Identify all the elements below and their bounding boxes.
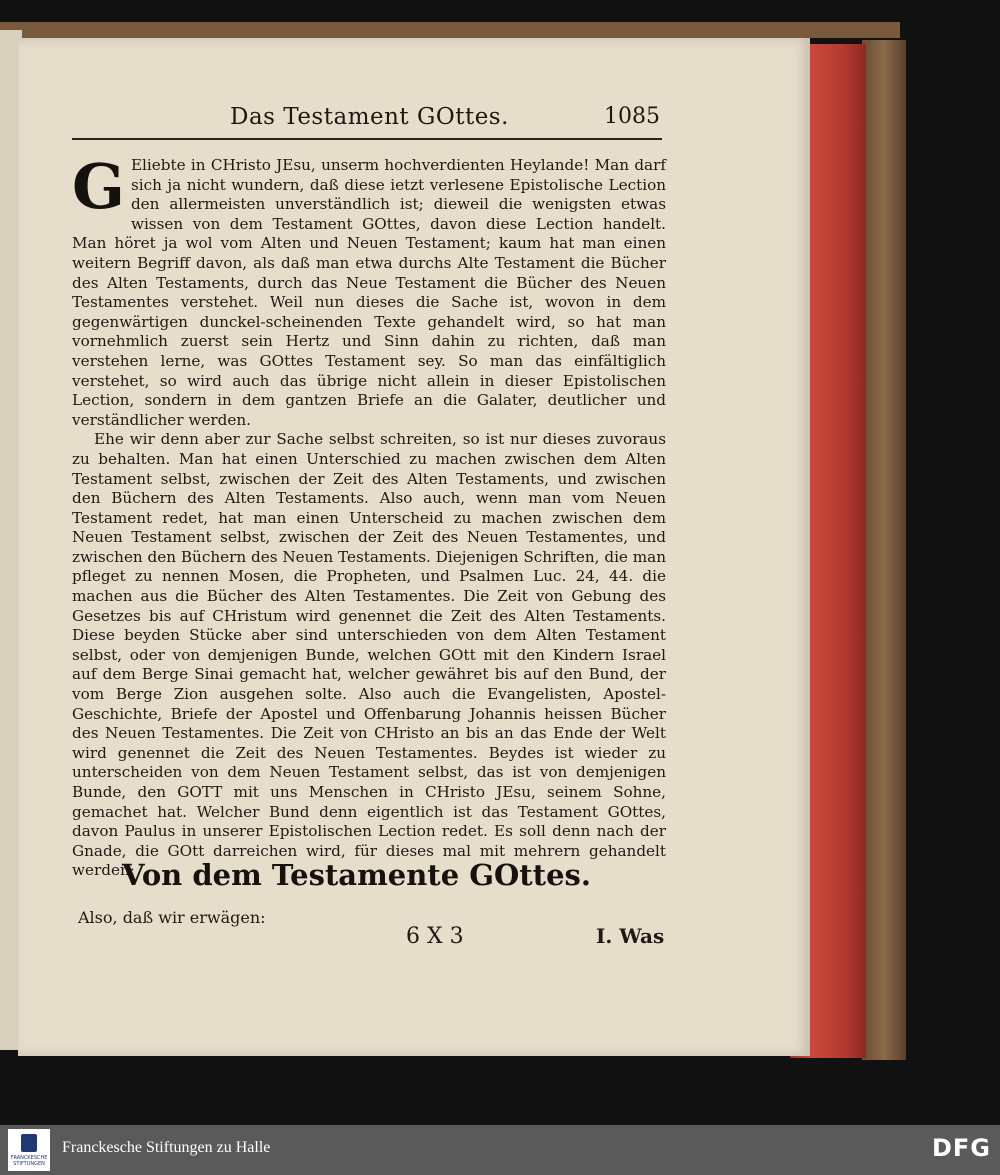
signature-mark: 6 X 3: [406, 924, 464, 949]
drop-cap: G: [72, 150, 125, 223]
section-heading: Von dem Testamente GOttes.: [122, 858, 591, 892]
dfg-logo[interactable]: DFG: [931, 1134, 991, 1162]
paragraph-1: [72, 150, 666, 430]
viewer-footer-bar: [0, 1125, 1000, 1175]
catchword: I. Was: [596, 924, 665, 948]
paragraph-1-text: Eliebte in CHristo JEsu, unserm hochverdienten Heylande! Man darf sich ja nicht wundern, daß diese ietzt verlesene Epistolische Lection den allermeisten unverständlich ist; dieweil die wenigsten etwas wissen von dem Testament GOttes, davon diese Lection handelt. Man höret ja wol vom Alten und Neuen Testament; kaum hat man einen weitern Begriff davon, als daß man etwa durchs Alte Testament die Bücher des Alten Testaments, durch das Neue Testament die Bücher des Neuen Testamentes verstehet. Weil nun dieses die Sache ist, wovon in dem gegenwärtigen dunckel-scheinenden Texte gehandelt wird, so hat man vornehmlich zuerst sein Hertz und Sinn dahin zu richten, daß man verstehen lerne, was GOttes Testament sey. So man das einfältiglich verstehet, so wird auch das übrige nicht allein in dieser Epistolischen Lection, sondern in dem gantzen Briefe an die Galater, deutlicher und verständlicher werden.: [72, 156, 666, 429]
header-rule: [72, 138, 662, 140]
running-title: Das Testament GOttes.: [230, 104, 509, 130]
book-top-edge: [0, 22, 900, 38]
body-text: [72, 150, 666, 881]
logo-text: FRANCKESCHE STIFTUNGEN: [10, 1155, 48, 1167]
book-cover-edge: [862, 40, 906, 1060]
page-number: 1085: [604, 104, 660, 129]
closing-line: Also, daß wir erwägen:: [78, 908, 266, 927]
logo-emblem-icon: [21, 1134, 37, 1152]
page-header: [230, 104, 660, 136]
paragraph-2: Ehe wir denn aber zur Sache selbst schreiten, so ist nur dieses zuvoraus zu behalten. Man hat einen Unterschied zu machen zwischen dem Alten Testament selbst, zwischen der Zeit des Alten Testaments, und zwischen den Büchern des Alten Testaments. Also auch, wenn man vom Neuen Testament redet, hat man einen Unterscheid zu machen zwischen dem Neuen Testament selbst, zwischen der Zeit des Neuen Testamentes, und zwischen den Büchern des Neuen Testaments. Diejenigen Schriften, die man pfleget zu nennen Mosen, die Propheten, und Psalmen Luc. 24, 44. die machen aus die Bücher des Alten Testamentes. Die Zeit von Gebung des Gesetzes bis auf CHristum wird genennet die Zeit des Alten Testaments. Diese beyden Stücke aber sind unterschieden von dem Alten Testament selbst, oder von demjenigen Bunde, welchen GOtt mit den Kindern Israel auf dem Berge Sinai gemacht hat, welcher gewähret bis auf den Bund, der vom Berge Zion ausgehen solte. Also auch die Evangelisten, Apostel-Geschichte, Briefe der Apostel und Offenbarung Johannis heissen Bücher des Neuen Testamentes. Die Zeit von CHristo an bis an das Ende der Welt wird genennet die Zeit des Neuen Testamentes. Beydes ist wieder zu unterscheiden von dem Neuen Testament selbst, das ist von demjenigen Bunde, den GOTT mit uns Menschen in CHristo JEsu, seinem Sohne, gemachet hat. Welcher Bund denn eigentlich ist das Testament GOttes, davon Paulus in unserer Epistolischen Lection redet. Es soll denn nach der Gnade, die GOtt darreichen wird, für dieses mal mit mehrern gehandelt werden:: [72, 430, 666, 880]
institution-name[interactable]: Franckesche Stiftungen zu Halle: [62, 1139, 271, 1156]
institution-logo[interactable]: [8, 1129, 50, 1171]
